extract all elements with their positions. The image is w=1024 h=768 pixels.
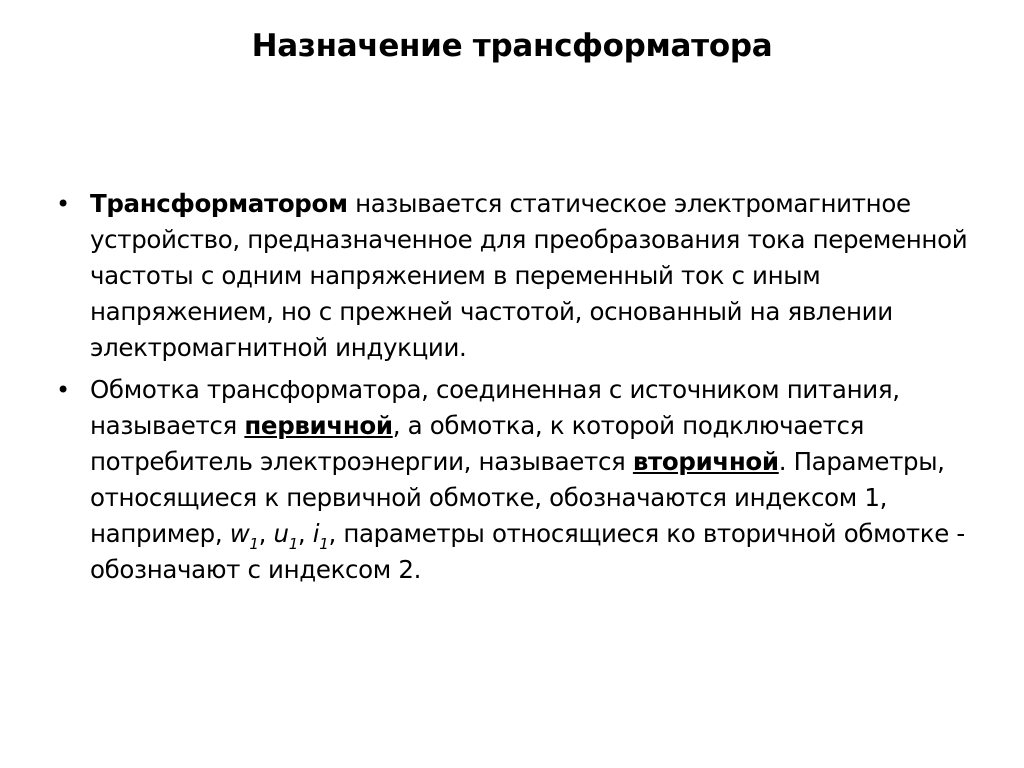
term-transformer: Трансформатором	[90, 189, 348, 218]
bullet-item-windings	[56, 372, 986, 588]
separator-2: ,	[297, 519, 313, 548]
bullet-dot-icon: •	[56, 190, 70, 218]
term-secondary: вторичной	[632, 447, 779, 476]
slide-title: Назначение трансформатора	[251, 28, 773, 64]
subscript-u: 1	[288, 535, 298, 553]
separator-1: ,	[258, 519, 274, 548]
variable-w: w	[229, 519, 250, 548]
subscript-w: 1	[249, 535, 259, 553]
term-primary: первичной	[244, 411, 393, 440]
windings-text-part4: , параметры относящиеся ко вторичной обмотке - обозначают с индексом 2.	[90, 519, 965, 584]
variable-u: u	[273, 519, 289, 548]
subscript-i: 1	[319, 535, 329, 553]
windings-text-part3: . Параметры, относящиеся к первичной обмотке, обозначаются индексом 1, например,	[90, 447, 945, 548]
slide-body	[56, 186, 986, 594]
bullet-dot-icon: •	[56, 376, 70, 404]
windings-text-part2: , а обмотка, к которой подключается потребитель электроэнергии, называется	[90, 411, 865, 476]
bullet-item-definition	[56, 186, 986, 366]
windings-text-part1: Обмотка трансформатора, соединенная с источником питания, называется	[90, 375, 900, 440]
variable-i: i	[312, 519, 320, 548]
definition-text: называется статическое электромагнитное устройство, предназначенное для преобразования тока переменной частоты с одним напряжением в переменный ток с иным напряжением, но с прежней частотой, основанный на явлении электромагнитной индукции.	[90, 189, 968, 362]
